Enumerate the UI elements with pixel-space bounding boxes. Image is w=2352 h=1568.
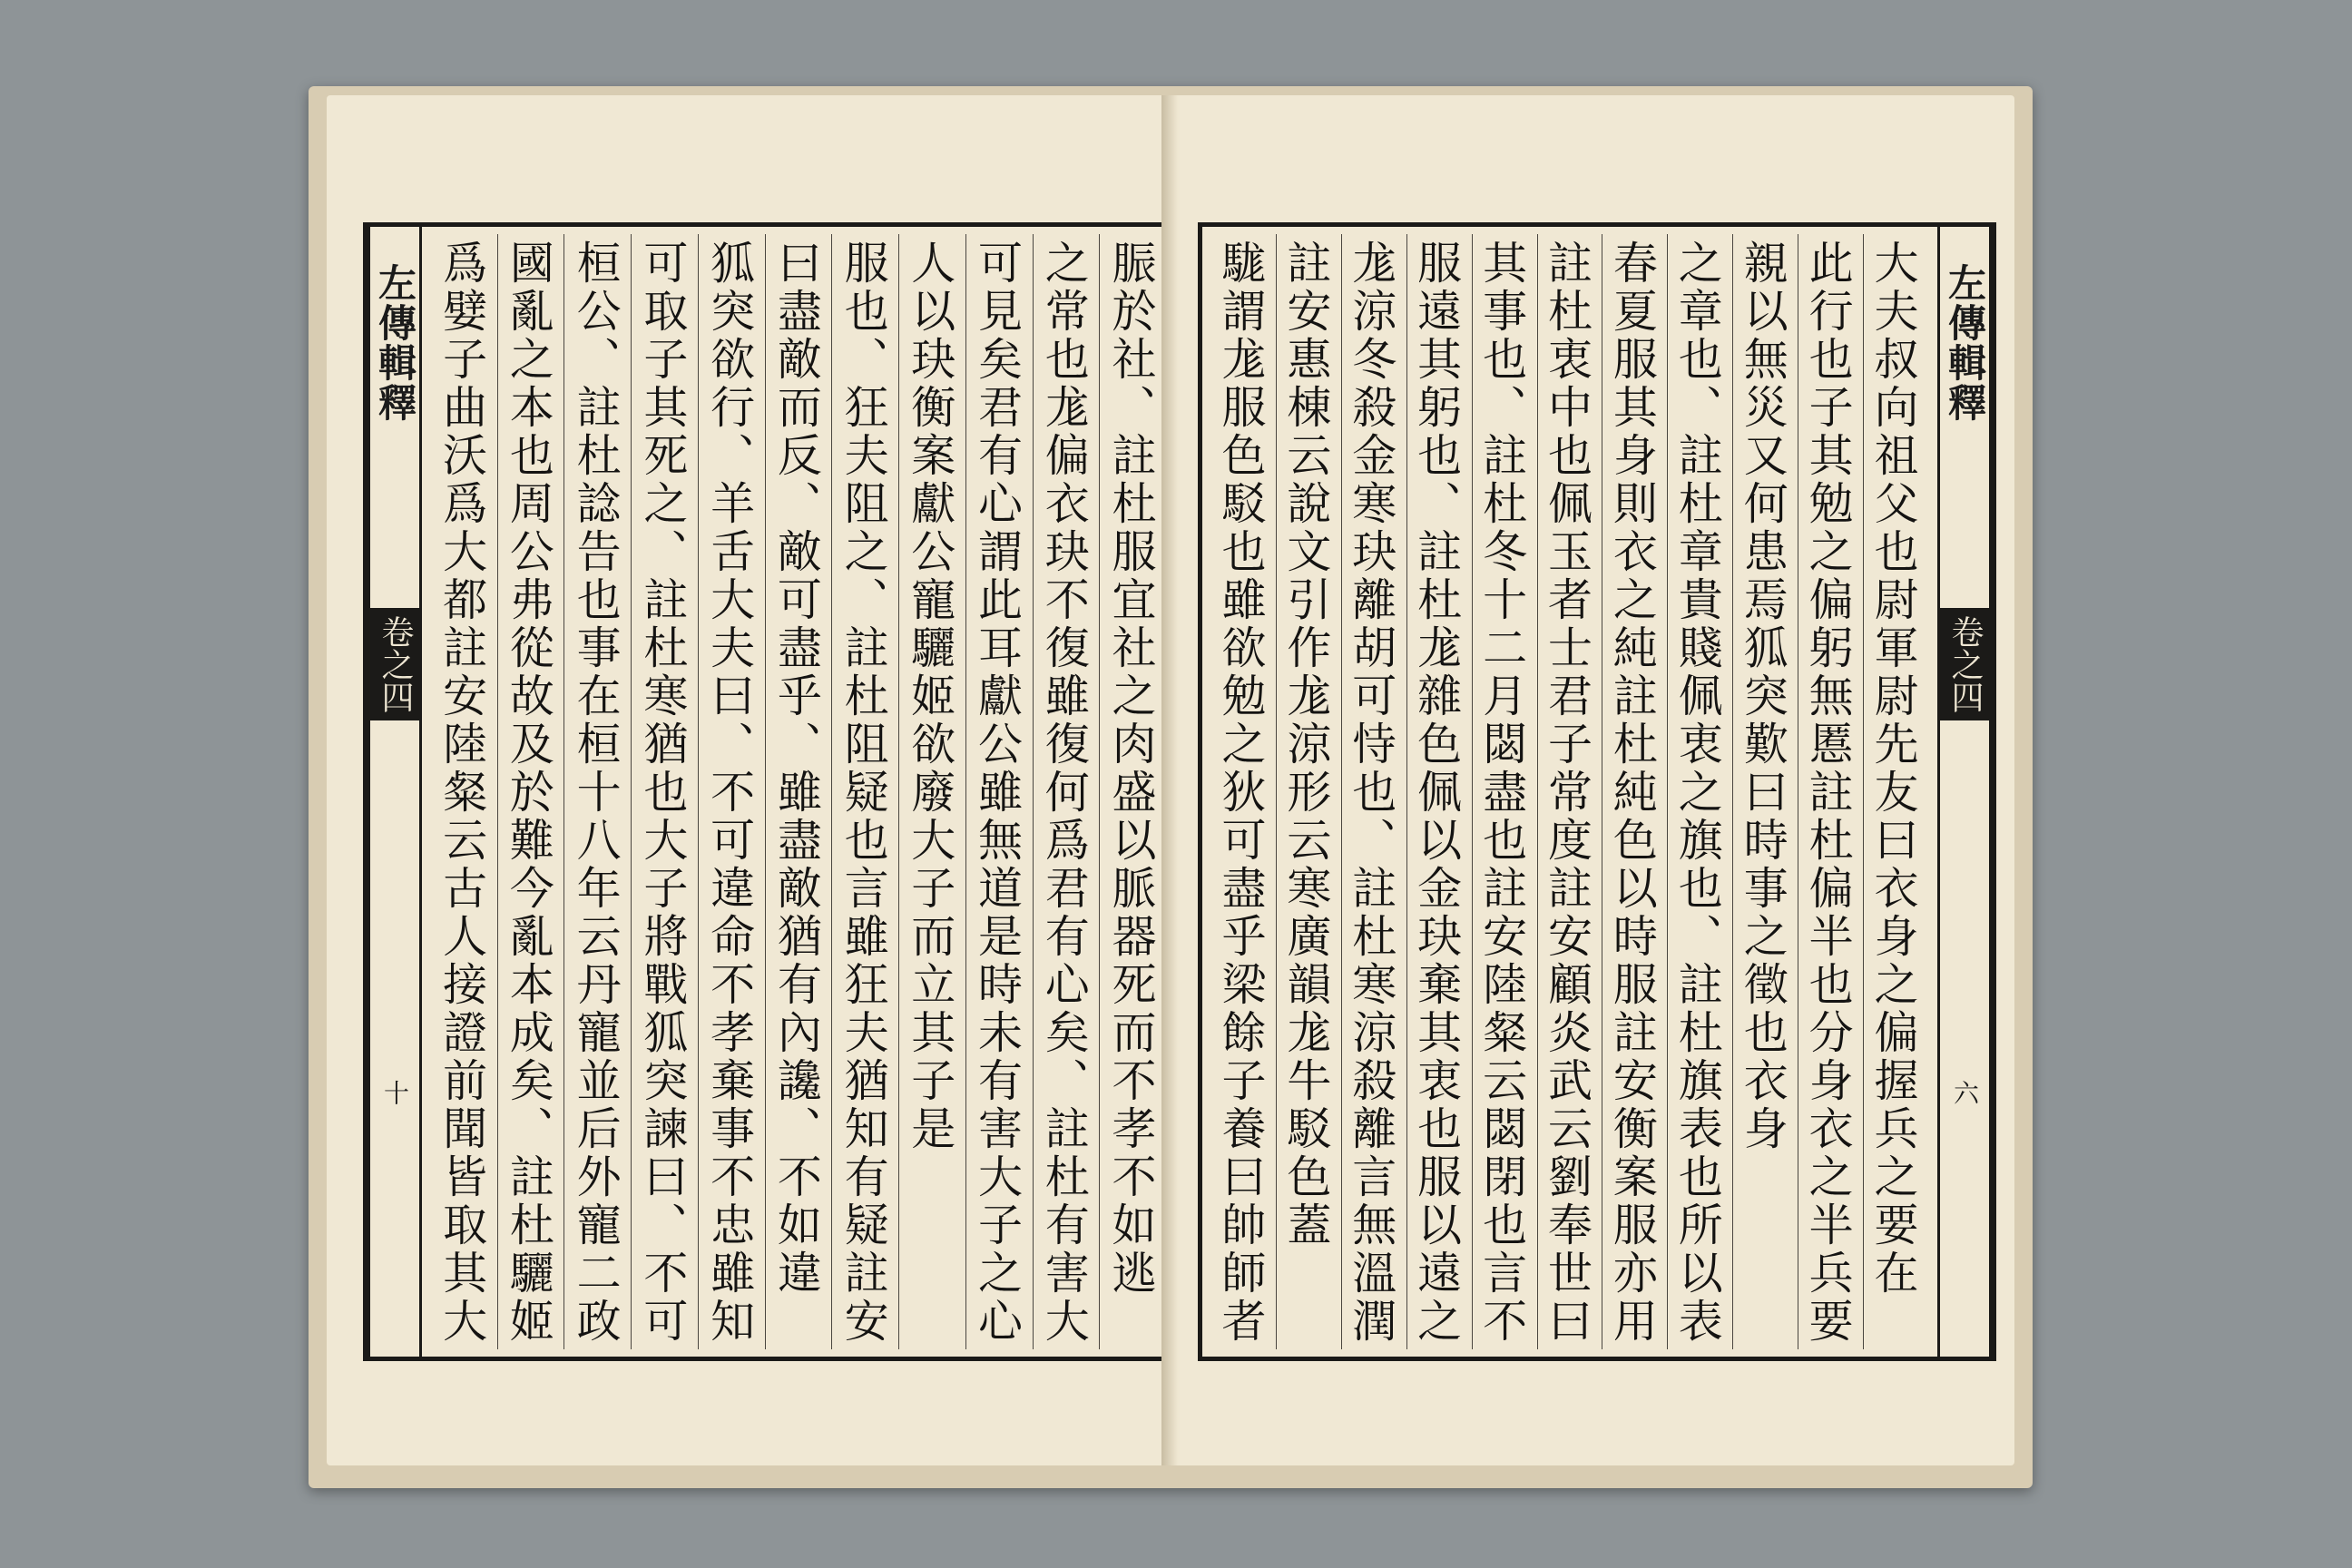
right-page-banxin	[1937, 227, 1992, 1357]
right-page-text-column: 註杜衷中也佩玉者士君子常度註安顧炎武云劉奉世曰	[1537, 234, 1602, 1349]
left-page-folio-number: 十	[380, 1080, 410, 1105]
left-page-border-frame	[363, 222, 1180, 1361]
right-page-text-column: 親以無災又何患焉狐突歎曰時事之徵也衣身	[1732, 234, 1798, 1349]
right-page-volume-label: 卷之四	[1940, 608, 1989, 720]
left-page-text-column: 可取子其死之、註杜寒猶也大子將戰狐突諫曰、不可	[631, 234, 698, 1349]
left-page-text-column: 可見矣君有心謂此耳獻公雖無道是時未有害大子之心	[965, 234, 1033, 1349]
left-page-text-column: 國亂之本也周公弗從故及於難今亂本成矣、註杜驪姬	[497, 234, 564, 1349]
left-page-text-column: 服也、狂夫阻之、註杜阻疑也言雖狂夫猶知有疑註安	[831, 234, 898, 1349]
right-page-text-column: 服遠其躬也、註杜尨雜色佩以金玦棄其衷也服以遠之	[1406, 234, 1472, 1349]
right-page-text-column: 大夫叔向祖父也尉軍尉先友曰衣身之偏握兵之要在	[1863, 234, 1928, 1349]
left-page-text-column: 狐突欲行、羊舌大夫曰、不可違命不孝棄事不忠雖知	[698, 234, 765, 1349]
right-page-text-column: 春夏服其身則衣之純註杜純色以時服註安衡案服亦用	[1602, 234, 1667, 1349]
left-page-text-column: 曰盡敵而反、敵可盡乎、雖盡敵猶有內讒、不如違	[765, 234, 832, 1349]
right-page	[1180, 95, 2014, 1465]
right-page-text-columns	[1211, 234, 1928, 1349]
right-page-text-column: 註安惠棟云說文引作尨涼形云寒廣韻尨牛駁色蓋	[1276, 234, 1341, 1349]
open-book	[309, 86, 2033, 1488]
left-page-text-column: 之常也尨偏衣玦不復雖復何爲君有心矣、註杜有害大	[1033, 234, 1100, 1349]
left-page-text-column: 脤於社、註杜服宜社之肉盛以脈器死而不孝不如逃	[1099, 234, 1166, 1349]
left-page-book-title: 左傳輯釋	[373, 263, 417, 423]
right-page-text-column: 其事也、註杜冬十二月閟盡也註安陸粲云閟閉也言不	[1472, 234, 1537, 1349]
right-page-book-title: 左傳輯釋	[1943, 263, 1987, 423]
right-page-text-column: 駹謂尨服色駁也雖欲勉之狄可盡乎梁餘子養曰帥師者	[1214, 240, 1267, 1346]
left-page-text-column: 爲嬖子曲沃爲大都註安陸粲云古人接證前聞皆取其大	[436, 240, 488, 1346]
right-page-text-column: 此行也子其勉之偏躬無慝註杜偏半也分身衣之半兵要	[1798, 234, 1863, 1349]
right-page-text-column: 之章也、註杜章貴賤佩衷之旗也、註杜旗表也所以表	[1667, 234, 1732, 1349]
right-page-border-frame	[1198, 222, 1996, 1361]
right-page-folio-number: 六	[1950, 1080, 1980, 1105]
right-page-text-column: 尨涼冬殺金寒玦離胡可恃也、註杜寒涼殺離言無溫潤	[1341, 234, 1406, 1349]
left-page	[327, 95, 1198, 1465]
left-page-banxin	[368, 227, 422, 1357]
left-page-volume-label: 卷之四	[370, 608, 419, 720]
left-page-text-columns	[431, 234, 1166, 1349]
left-page-text-column: 桓公、註杜諗告也事在桓十八年云丹寵並后外寵二政	[564, 234, 631, 1349]
left-page-text-column: 人以玦衡案獻公寵驪姬欲廢大子而立其子是	[898, 234, 965, 1349]
